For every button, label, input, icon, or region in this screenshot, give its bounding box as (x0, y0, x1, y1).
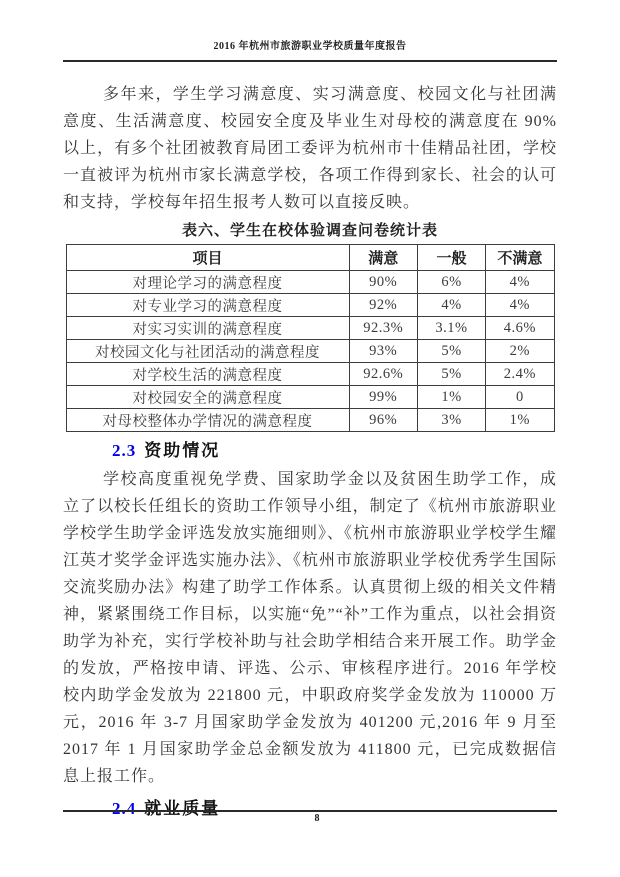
table-header-row (66, 245, 554, 271)
footer-rule (63, 810, 557, 812)
table-cell: 93% (349, 340, 417, 363)
table-row (66, 317, 554, 340)
section-title: 就业质量 (144, 799, 221, 818)
table-cell: 92% (349, 294, 417, 317)
table-cell: 3% (417, 409, 485, 432)
section-heading-2-3 (63, 439, 557, 462)
table-cell: 对学校生活的满意程度 (66, 363, 349, 386)
section-title: 资助情况 (144, 441, 221, 460)
table-cell: 92.3% (349, 317, 417, 340)
table-body (66, 271, 554, 432)
table-header-cell: 项目 (66, 245, 349, 271)
table-cell: 0 (486, 386, 554, 409)
table-cell: 对理论学习的满意程度 (66, 271, 349, 294)
table-cell: 4% (486, 294, 554, 317)
table-cell: 4% (486, 271, 554, 294)
header-rule (63, 60, 557, 62)
table-row (66, 271, 554, 294)
table-header-cell: 不满意 (486, 245, 554, 271)
paragraph-funding: 学校高度重视免学费、国家助学金以及贫困生助学工作，成立了以校长任组长的资助工作领导小组，制定了《杭州市旅游职业学校学生助学金评选发放实施细则》、《杭州市旅游职业学校学生耀江英才奖学金评选实施办法》、《杭州市旅游职业学校优秀学生国际交流奖励办法》构建了助学工作体系。认真贯彻上级的相关文件精神，紧紧围绕工作目标，以实施“免”“补”工作为重点，以社会捐资助学为补充，实行学校补助与社会助学相结合来开展工作。助学金的发放，严格按申请、评选、公示、审核程序进行。2016 年学校校内助学金发放为 221800 元，中职政府奖学金发放为 110000 万元，2016 年 3-7 月国家助学金发放为 401200 元,2016 年 9 月至 2017 年 1 月国家助学金总金额发放为 411800 元，已完成数据信息上报工作。 (63, 471, 558, 785)
table-row (66, 386, 554, 409)
table-cell: 对校园安全的满意程度 (66, 386, 349, 409)
table-cell: 2% (486, 340, 554, 363)
table-row (66, 294, 554, 317)
table-row (66, 340, 554, 363)
table-cell: 3.1% (417, 317, 485, 340)
table-header-cell: 满意 (349, 245, 417, 271)
table-cell: 5% (417, 340, 485, 363)
table-cell: 99% (349, 386, 417, 409)
table-cell: 1% (417, 386, 485, 409)
table-cell: 对母校整体办学情况的满意程度 (66, 409, 349, 432)
table-cell: 6% (417, 271, 485, 294)
table-row (66, 409, 554, 432)
running-header-title: 2016 年杭州市旅游职业学校质量年度报告 (213, 41, 407, 52)
section-number: 2.3 (112, 441, 137, 460)
survey-table (66, 244, 555, 432)
table-header-cell: 一般 (417, 245, 485, 271)
table-cell: 对专业学习的满意程度 (66, 294, 349, 317)
table-row (66, 363, 554, 386)
table-caption: 表六、学生在校体验调查问卷统计表 (181, 223, 438, 239)
page-number: 8 (314, 813, 320, 824)
page-content (63, 81, 557, 824)
table-cell: 90% (349, 271, 417, 294)
table-cell: 对实习实训的满意程度 (66, 317, 349, 340)
table-cell: 1% (486, 409, 554, 432)
table-cell: 4% (417, 294, 485, 317)
table-cell: 2.4% (486, 363, 554, 386)
table-cell: 96% (349, 409, 417, 432)
table-cell: 5% (417, 363, 485, 386)
paragraph-student-experience: 多年来，学生学习满意度、实习满意度、校园文化与社团满意度、生活满意度、校园安全度及毕业生对母校的满意度在 90%以上，有多个社团被教育局团工委评为杭州市十佳精品社团，学校一直被评为杭州市家长满意学校，各项工作得到家长、社会的认可和支持，学校每年招生报考人数可以直接反映。 (63, 86, 557, 211)
section-number: 2.4 (112, 799, 137, 818)
table-cell: 4.6% (486, 317, 554, 340)
table-cell: 92.6% (349, 363, 417, 386)
table-cell: 对校园文化与社团活动的满意程度 (66, 340, 349, 363)
